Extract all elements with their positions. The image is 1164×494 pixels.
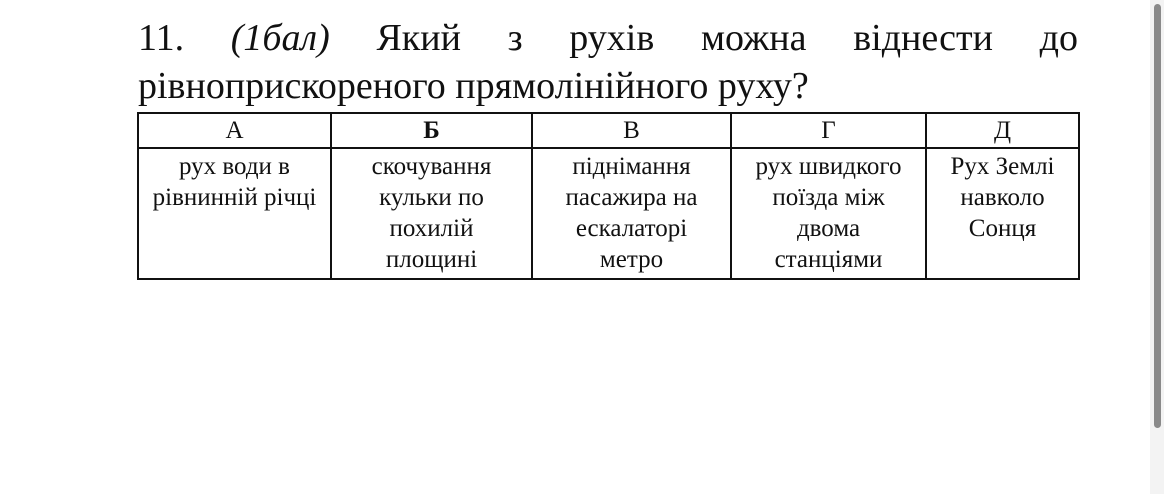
scrollbar-thumb[interactable] [1154, 4, 1161, 428]
option-cell-v [532, 148, 731, 279]
option-text-line: кульки по [379, 184, 484, 211]
option-text-line: рівнинній річці [152, 184, 317, 211]
option-header-h: Г [731, 113, 926, 148]
question-line-2: рівноприскореного прямолінійного руху? [138, 65, 809, 107]
question-word: віднести [853, 17, 993, 59]
question-word: з [507, 17, 523, 59]
answer-options-table [137, 112, 1080, 280]
option-text-line: метро [599, 246, 664, 273]
option-text-line: піднімання [572, 153, 691, 180]
question-word: Який [376, 17, 461, 59]
question-text [138, 14, 1078, 110]
question-number: 11. [138, 17, 185, 59]
question-word: до [1039, 17, 1078, 59]
option-text-line: пасажира на [565, 184, 698, 211]
option-text-line: ескалаторі [575, 215, 688, 242]
option-header-a: А [138, 113, 331, 148]
option-header-b: Б [331, 113, 532, 148]
option-cell-h [731, 148, 926, 279]
question-word: рухів [569, 17, 655, 59]
option-text-line: похилій [389, 215, 474, 242]
option-text-line: скочування [371, 153, 492, 180]
option-text-line: поїзда між [772, 184, 885, 211]
option-text-line: рух води в [179, 153, 290, 180]
option-text-line: рух швидкого [755, 153, 902, 180]
table-header-row [138, 113, 1079, 148]
option-text-line: навколо [960, 184, 1045, 211]
option-text-line: площині [385, 246, 478, 273]
option-header-v: В [532, 113, 731, 148]
question-word: можна [700, 17, 807, 59]
question-line-1 [138, 14, 1078, 62]
option-cell-a [138, 148, 331, 279]
option-text-line: Сонця [968, 215, 1037, 242]
option-cell-d [926, 148, 1079, 279]
option-header-d: Д [926, 113, 1079, 148]
vertical-scrollbar[interactable] [1150, 0, 1164, 494]
option-text-line: двома [796, 215, 861, 242]
question-points: (1бал) [230, 17, 330, 59]
option-cell-b [331, 148, 532, 279]
table-row [138, 148, 1079, 279]
option-text-line: станціями [774, 246, 883, 273]
option-text-line: Рух Землі [950, 153, 1055, 180]
